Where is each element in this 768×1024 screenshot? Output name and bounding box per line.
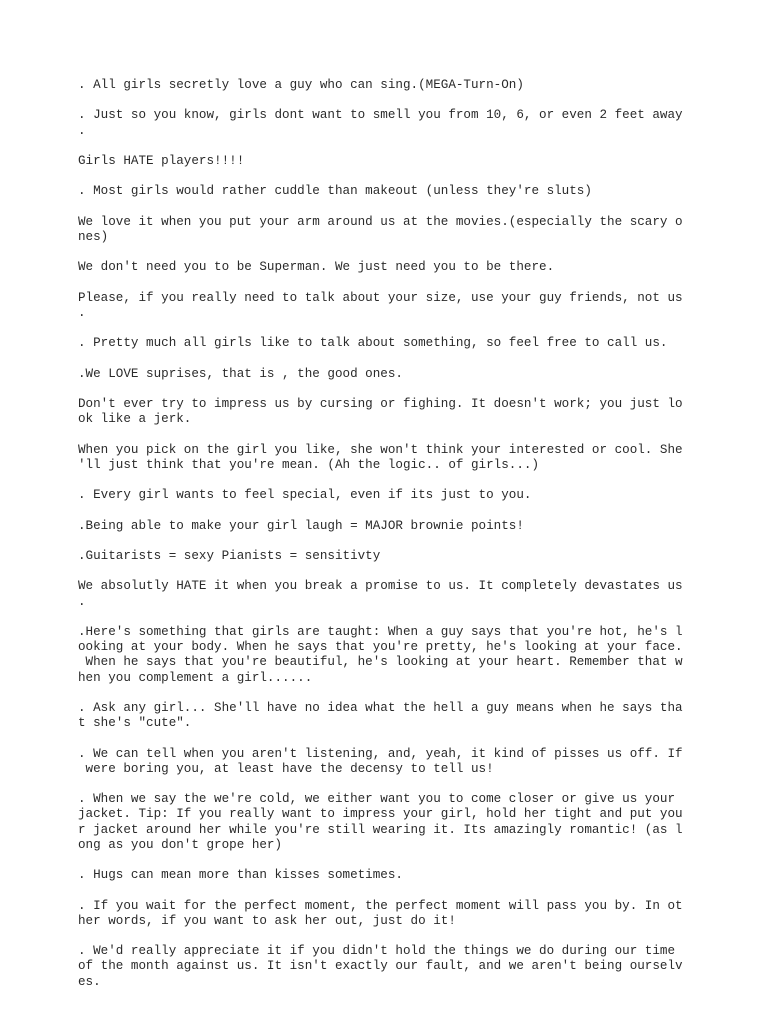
paragraph: . Ask any girl... She'll have no idea what the hell a guy means when he says tha t she's "cute". (78, 701, 683, 731)
paragraph: . Every girl wants to feel special, even if its just to you. (78, 488, 532, 503)
paragraph: We absolutly HATE it when you break a promise to us. It completely devastates us . (78, 579, 683, 609)
paragraph: . We'd really appreciate it if you didn't hold the things we do during our time of the month against us. It isn't exactly our fault, and we aren't being ourselv es. (78, 944, 683, 989)
paragraph: . All girls secretly love a guy who can sing.(MEGA-Turn-On) (78, 78, 524, 92)
paragraph: .We LOVE suprises, that is , the good ones. (78, 366, 403, 381)
paragraph: . Most girls would rather cuddle than makeout (unless they're sluts) (78, 184, 592, 199)
paragraph: . Just so you know, girls dont want to smell you from 10, 6, or even 2 feet away . (78, 108, 683, 138)
paragraph: Girls HATE players!!!! (78, 153, 245, 168)
paragraph: . Pretty much all girls like to talk about something, so feel free to call us. (78, 336, 668, 351)
paragraph: When you pick on the girl you like, she won't think your interested or cool. She 'll just think that you're mean. (Ah the logic.. of girls...) (78, 442, 683, 472)
paragraph: . If you wait for the perfect moment, the perfect moment will pass you by. In ot her words, if you want to ask her out, just do it! (78, 898, 683, 928)
paragraph: Don't ever try to impress us by cursing or fighing. It doesn't work; you just lo ok like a jerk. (78, 397, 683, 427)
paragraph: .Here's something that girls are taught: When a guy says that you're hot, he's l ooking at your body. When he says that you're pretty, he's looking at your face. When he says that you're beautiful, he's looking at your heart. Remember that w hen you complement a girl...... (78, 625, 683, 685)
document-page (78, 78, 698, 1005)
paragraph: . Hugs can mean more than kisses sometimes. (78, 868, 403, 883)
paragraph: We love it when you put your arm around us at the movies.(especially the scary o nes) (78, 214, 683, 244)
paragraph: . We can tell when you aren't listening, and, yeah, it kind of pisses us off. If were boring you, at least have the decensy to tell us! (78, 746, 683, 776)
paragraph: . When we say the we're cold, we either want you to come closer or give us your jacket. Tip: If you really want to impress your girl, hold her tight and put you r jacket around her while you're still wearing it. Its amazingly romantic! (as l ong as you don't grope her) (78, 792, 683, 852)
paragraph: .Being able to make your girl laugh = MAJOR brownie points! (78, 518, 524, 533)
paragraph: Please, if you really need to talk about your size, use your guy friends, not us . (78, 290, 683, 320)
paragraph: .Guitarists = sexy Pianists = sensitivty (78, 549, 381, 564)
paragraph: We don't need you to be Superman. We just need you to be there. (78, 260, 555, 275)
